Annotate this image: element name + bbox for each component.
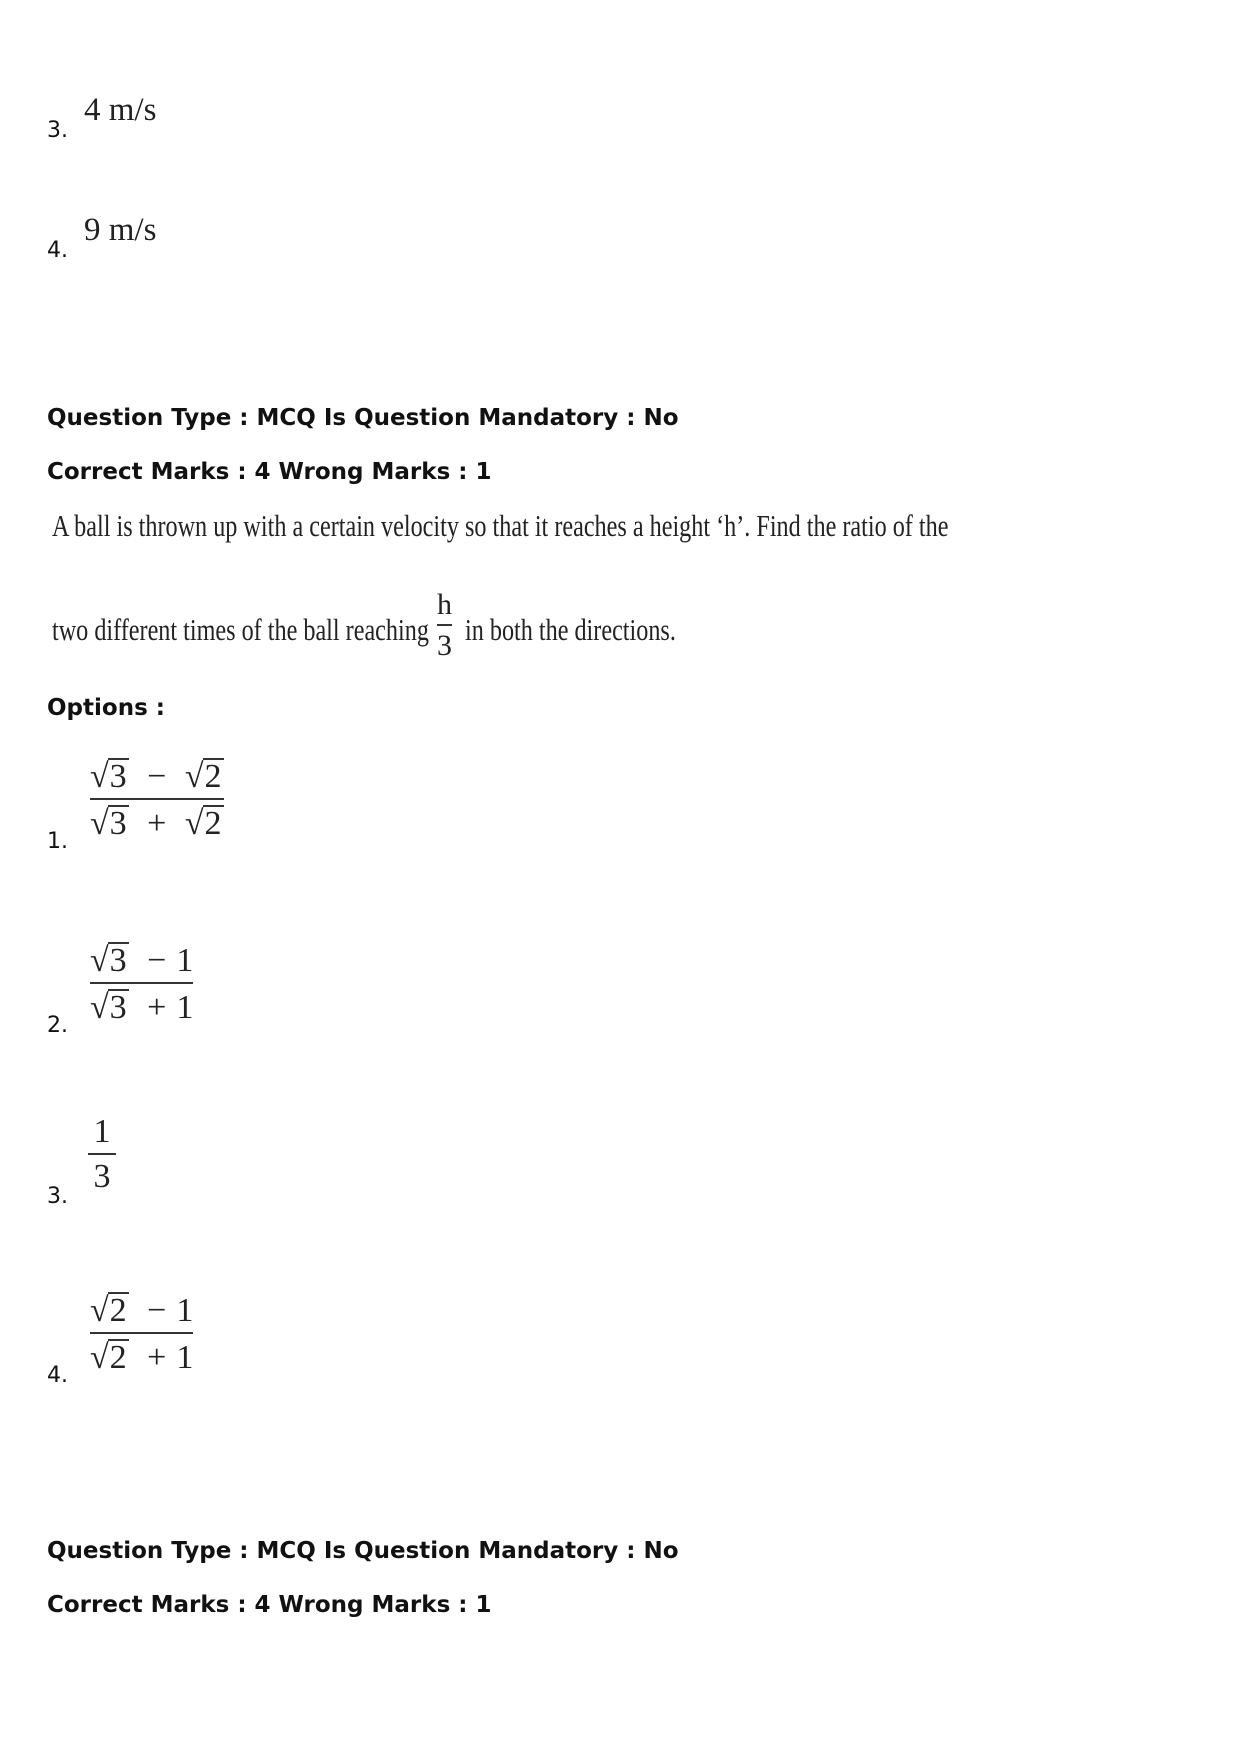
option-2-fraction: √3 − 1 √3 + 1 <box>90 942 194 1026</box>
option-number: 3. <box>47 118 68 143</box>
fraction-numerator: h <box>437 588 452 621</box>
question-text-line-2-start: two different times of the ball reaching <box>52 612 429 647</box>
marks-line: Correct Marks : 4 Wrong Marks : 1 <box>47 459 492 485</box>
next-question-type-line: Question Type : MCQ Is Question Mandatory : No <box>47 1538 679 1564</box>
option-number: 4. <box>47 238 68 263</box>
option-number: 3. <box>47 1184 68 1209</box>
fraction-bar <box>90 1332 193 1334</box>
option-number: 2. <box>47 1013 68 1038</box>
fraction-bar <box>90 982 193 984</box>
next-marks-line: Correct Marks : 4 Wrong Marks : 1 <box>47 1592 492 1618</box>
h-over-3-fraction <box>437 590 452 661</box>
fraction-bar <box>90 798 224 800</box>
question-text-line-1: A ball is thrown up with a certain velocity so that it reaches a height ‘h’. Find the ratio of the <box>52 508 949 543</box>
option-text: 4 m/s <box>84 92 157 128</box>
option-4-fraction: √2 − 1 √2 + 1 <box>90 1292 194 1376</box>
option-3-fraction: 1 3 <box>88 1115 116 1194</box>
fraction-denominator: 3 <box>437 629 452 662</box>
question-type-line: Question Type : MCQ Is Question Mandatory : No <box>47 405 679 431</box>
option-number: 1. <box>47 829 68 854</box>
option-text: 9 m/s <box>84 212 157 248</box>
options-label: Options : <box>47 695 165 721</box>
fraction-bar <box>437 624 452 626</box>
option-number: 4. <box>47 1363 68 1388</box>
option-1-fraction: √3 − √2 √3 + √2 <box>90 758 222 842</box>
question-text-line-2-end: in both the directions. <box>465 612 676 647</box>
fraction-bar <box>88 1153 116 1155</box>
